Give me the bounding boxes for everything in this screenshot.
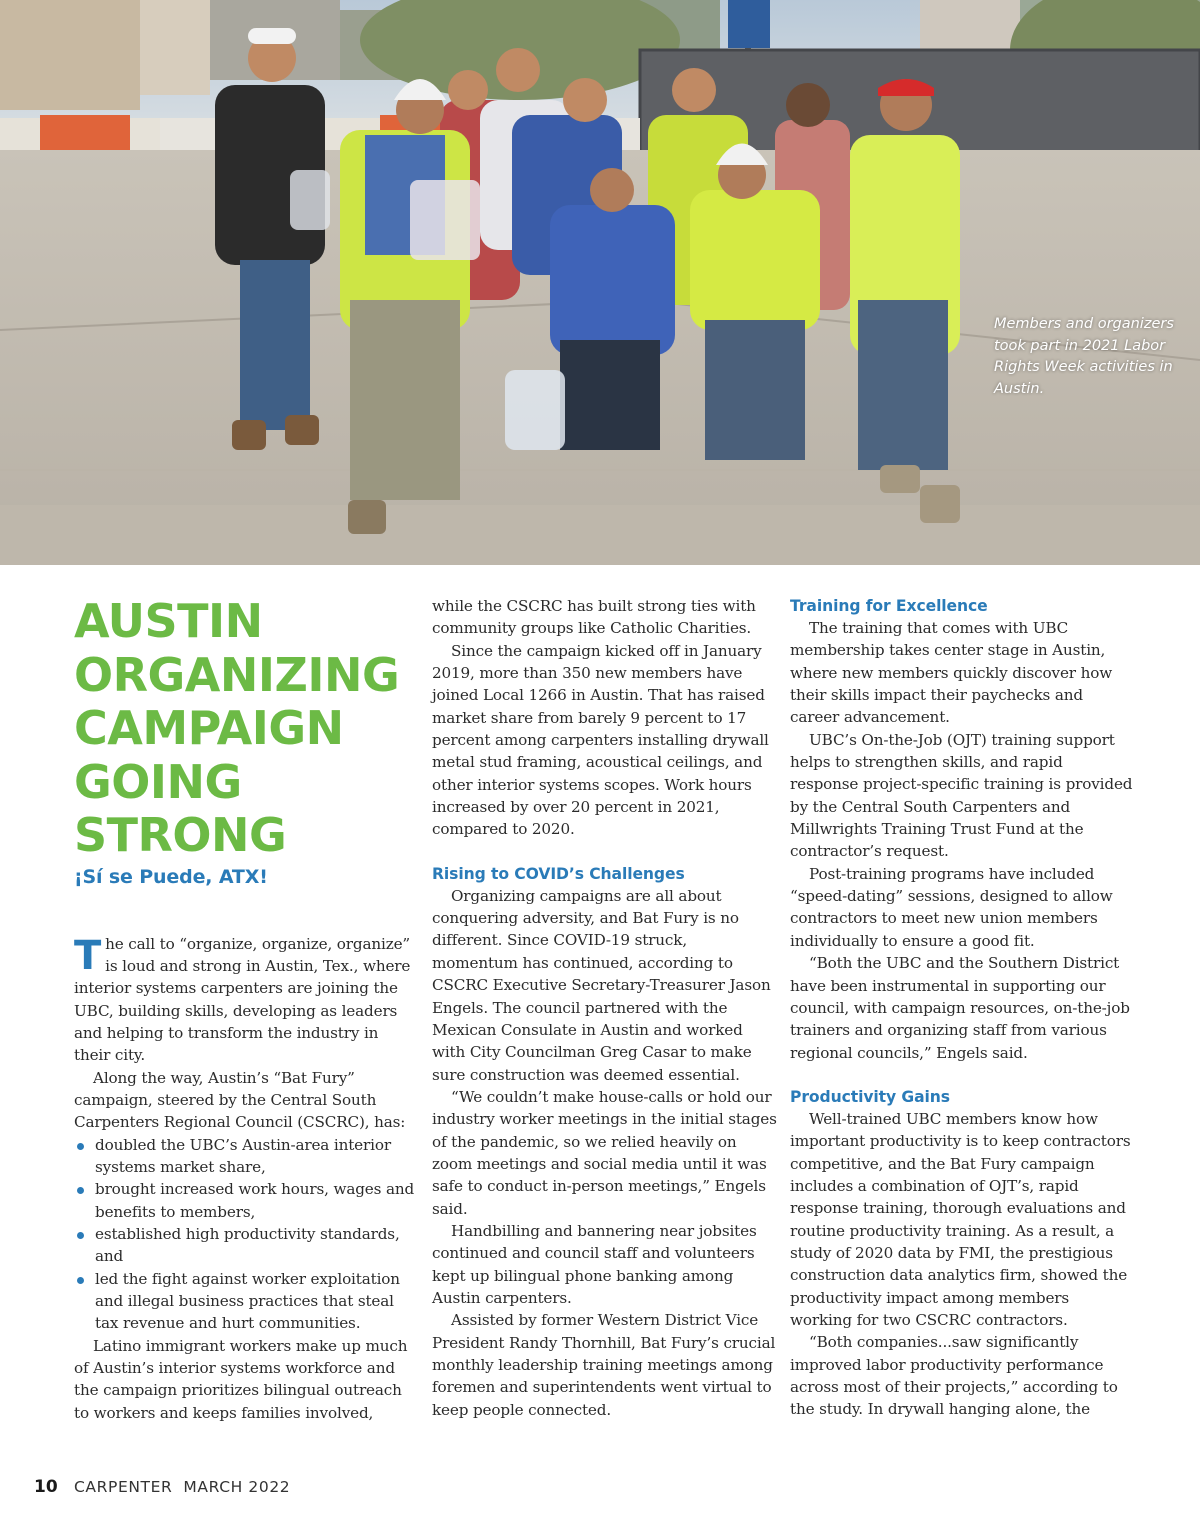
drop-cap: T <box>74 932 102 979</box>
list-item-text: established high productivity standards, and <box>95 1224 400 1266</box>
paragraph: Handbilling and bannering near jobsites continued and council staff and volunteers kept up bilingual phone banking among Austin carpenters. <box>432 1221 757 1307</box>
photo-caption: Members and organizers took part in 2021 Labor Rights Week activities in Austin. <box>994 316 1174 397</box>
group-photo <box>0 0 1200 565</box>
paragraph: UBC’s On-the-Job (OJT) training support helps to strengthen skills, and rapid response project-specific training is provided by the Central South Carpenters and Millwrights Training Trust Fund at the contractor’s request. <box>790 730 1133 861</box>
article-deck: ¡Sí se Puede, ATX! <box>74 865 268 888</box>
running-title: CARPENTER MARCH 2022 <box>74 1478 291 1496</box>
paragraph: Post-training programs have included “speed-dating” sessions, designed to allow contractors to meet new union members individually to ensure a good fit. <box>790 864 1113 950</box>
bullet-dot-icon <box>77 1277 84 1284</box>
paragraph: The training that comes with UBC membership takes center stage in Austin, where new members quickly discover how their skills impact their paychecks and career advancement. <box>790 619 1113 727</box>
list-item <box>74 1268 419 1335</box>
group-photo-illustration <box>0 0 1200 565</box>
intro-text: he call to “organize, organize, organize” is loud and strong in Austin, Tex., where interior systems carpenters are joining the UBC, building skills, developing as leaders and helping to transform the industry in their city. <box>74 934 411 1065</box>
paragraph: Along the way, Austin’s “Bat Fury” campaign, steered by the Central South Carpenters Regional Council (CSCRC), has: <box>74 1068 406 1132</box>
article-column-2 <box>432 595 777 1421</box>
list-item-text: brought increased work hours, wages and benefits to members, <box>95 1180 415 1221</box>
list-item-text: led the fight against worker exploitation and illegal business practices that steal tax revenue and hurt communities. <box>95 1269 400 1333</box>
article-headline: AUSTIN ORGANIZING CAMPAIGN GOING STRONG <box>74 594 400 862</box>
subhead-covid: Rising to COVID’s Challenges <box>432 864 685 883</box>
article-column-3 <box>790 595 1135 1421</box>
paragraph: Organizing campaigns are all about conquering adversity, and Bat Fury is no different. Since COVID-19 struck, momentum has continued, according to CSCRC Executive Secretary-Treasurer Jason Engels. The council partnered with the Mexican Consulate in Austin and worked with City Councilman Greg Casar to make sure construction was deemed essential. <box>432 886 771 1084</box>
paragraph: “We couldn’t make house-calls or hold our industry worker meetings in the initial stages of the pandemic, so we relied heavily on zoom meetings and social media until it was safe to conduct in-person meetings,” Engels said. <box>432 1087 777 1218</box>
page-number: 10 <box>34 1477 58 1497</box>
paragraph: Latino immigrant workers make up much of Austin’s interior systems workforce and the campaign prioritizes bilingual outreach to workers and keeps families involved, <box>74 1336 408 1422</box>
list-item-text: doubled the UBC’s Austin-area interior systems market share, <box>95 1135 391 1176</box>
paragraph: Well-trained UBC members know how important productivity is to keep contractors competitive, and the Bat Fury campaign includes a combination of OJT’s, rapid response training, thorough evaluations and routine productivity training. As a result, a study of 2020 data by FMI, the prestigious construction data analytics firm, showed the productivity impact among members working for two CSCRC contractors. <box>790 1109 1131 1329</box>
bullet-dot-icon <box>77 1232 84 1239</box>
bullet-dot-icon <box>77 1187 84 1194</box>
subhead-productivity: Productivity Gains <box>790 1087 950 1106</box>
paragraph: “Both the UBC and the Southern District have been instrumental in supporting our council, with campaign resources, on-the-job trainers and organizing staff from various regional councils,” Engels said. <box>790 954 1130 1062</box>
subhead-training: Training for Excellence <box>790 597 988 615</box>
article-column-1 <box>74 595 419 1424</box>
list-item <box>74 1178 419 1223</box>
intro-paragraph <box>74 933 419 1067</box>
paragraph: Assisted by former Western District Vice President Randy Thornhill, Bat Fury’s crucial monthly leadership training meetings among foremen and superintendents went virtual to keep people connected. <box>432 1311 776 1419</box>
list-item <box>74 1134 419 1179</box>
list-item <box>74 1223 419 1268</box>
paragraph: “Both companies...saw significantly improved labor productivity performance across most of their projects,” according to the study. In drywall hanging alone, the <box>790 1333 1118 1419</box>
paragraph: Since the campaign kicked off in January 2019, more than 350 new members have joined Local 1266 in Austin. That has raised market share from barely 9 percent to 17 percent among carpenters installing drywall metal stud framing, acoustical ceilings, and other interior systems scopes. Work hours increased by over 20 percent in 2021, compared to 2020. <box>432 641 769 839</box>
achievements-list <box>74 1134 419 1335</box>
paragraph: while the CSCRC has built strong ties with community groups like Catholic Charities. <box>432 597 756 638</box>
bullet-dot-icon <box>77 1143 84 1150</box>
